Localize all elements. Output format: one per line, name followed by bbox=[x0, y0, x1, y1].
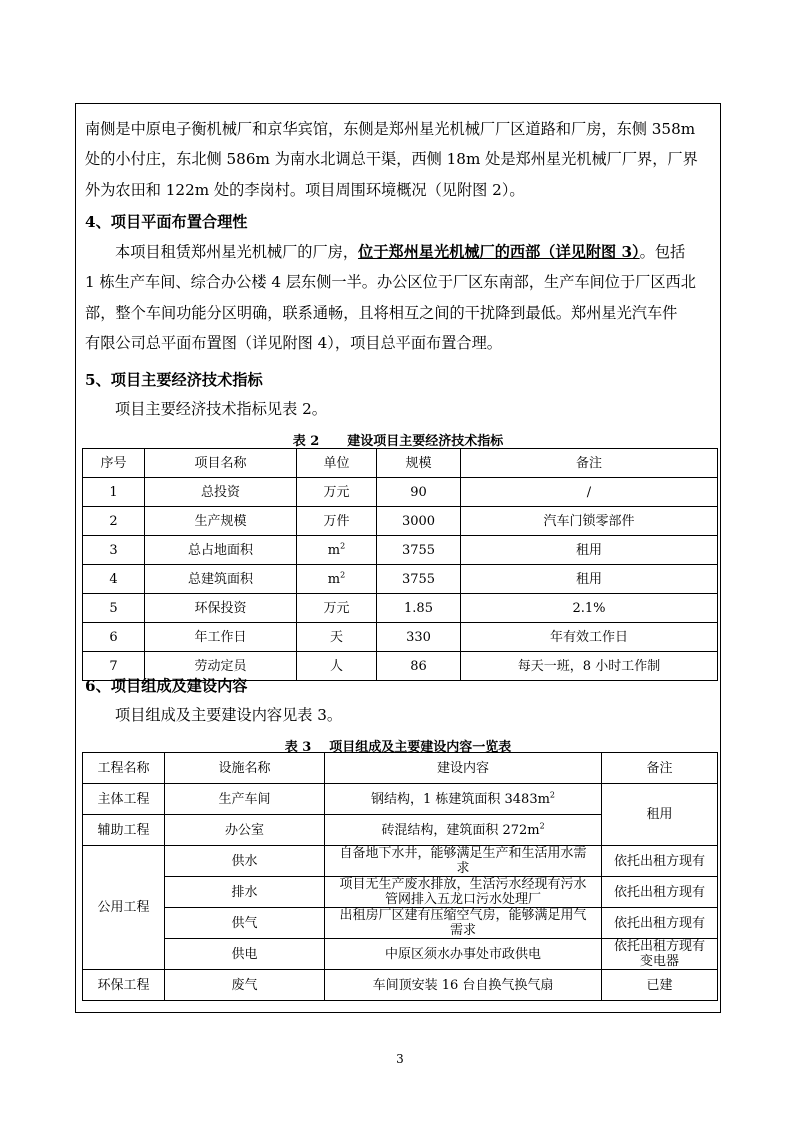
cell-note: 租用 bbox=[602, 784, 718, 846]
table-3-number: 表 3 bbox=[284, 740, 312, 755]
cell-facility: 供气 bbox=[165, 908, 325, 939]
cell-no: 6 bbox=[83, 623, 145, 652]
cell-name: 总投资 bbox=[145, 478, 297, 507]
table-2 bbox=[82, 448, 718, 681]
cell-unit: $m^2$ bbox=[297, 565, 377, 594]
cell-scale: 3000 bbox=[377, 507, 461, 536]
intro-paragraph bbox=[85, 114, 715, 205]
table-row bbox=[83, 623, 718, 652]
cell-facility: 废气 bbox=[165, 970, 325, 1001]
cell-unit: 万元 bbox=[297, 478, 377, 507]
section-4-line: 部，整个车间功能分区明确，联系通畅，且将相互之间的干扰降到最低。郑州星光汽车件 bbox=[85, 303, 678, 322]
cell-facility: 供电 bbox=[165, 939, 325, 970]
section-4-line: 有限公司总平面布置图（详见附图 4），项目总平面布置合理。 bbox=[85, 334, 502, 353]
table-row bbox=[83, 594, 718, 623]
cell-note: 租用 bbox=[461, 565, 718, 594]
cell-content: 砖混结构，建筑面积 $272m^2$ bbox=[325, 815, 602, 846]
intro-line: 处的小付庄，东北侧 586m 为南水北调总干渠，西侧 18m 处是郑州星光机械厂厂界，厂界 bbox=[85, 150, 698, 169]
column-header: 序号 bbox=[83, 449, 145, 478]
cell-content: 自备地下水井，能够满足生产和生活用水需 求 bbox=[325, 846, 602, 877]
section-4-line: 1 栋生产车间、综合办公楼 4 层东侧一半。办公区位于厂区东南部，生产车间位于厂区西北 bbox=[85, 273, 696, 292]
cell-name: 总建筑面积 bbox=[145, 565, 297, 594]
cell-category: 辅助工程 bbox=[83, 815, 165, 846]
cell-category: 主体工程 bbox=[83, 784, 165, 815]
cell-unit: 人 bbox=[297, 652, 377, 681]
cell-content: 项目无生产废水排放，生活污水经现有污水 管网排入五龙口污水处理厂 bbox=[325, 877, 602, 908]
cell-no: 7 bbox=[83, 652, 145, 681]
table-row bbox=[83, 877, 718, 908]
cell-note: 依托出租方现有 bbox=[602, 846, 718, 877]
cell-scale: 90 bbox=[377, 478, 461, 507]
cell-content: 中原区须水办事处市政供电 bbox=[325, 939, 602, 970]
cell-note: 2.1% bbox=[461, 594, 718, 623]
cell-no: 4 bbox=[83, 565, 145, 594]
intro-line: 外为农田和 122m 处的李岗村。项目周围环境概况（见附图 2）。 bbox=[85, 180, 525, 199]
column-header: 建设内容 bbox=[325, 753, 602, 784]
table-row bbox=[83, 784, 718, 815]
cell-name: 生产规模 bbox=[145, 507, 297, 536]
column-header: 设施名称 bbox=[165, 753, 325, 784]
cell-facility: 生产车间 bbox=[165, 784, 325, 815]
cell-facility: 排水 bbox=[165, 877, 325, 908]
cell-facility: 供水 bbox=[165, 846, 325, 877]
section-4-line: 本项目租赁郑州星光机械厂的厂房，位于郑州星光机械厂的西部（详见附图 3）。包括 bbox=[115, 243, 686, 261]
column-header: 备注 bbox=[602, 753, 718, 784]
section-5-heading: 5、项目主要经济技术指标 bbox=[85, 371, 263, 389]
section-6-text: 项目组成及主要建设内容见表 3。 bbox=[115, 706, 343, 724]
table-row bbox=[83, 908, 718, 939]
cell-name: 年工作日 bbox=[145, 623, 297, 652]
cell-scale: 3755 bbox=[377, 565, 461, 594]
cell-name: 环保投资 bbox=[145, 594, 297, 623]
column-header: 规模 bbox=[377, 449, 461, 478]
cell-unit: 天 bbox=[297, 623, 377, 652]
cell-note: 依托出租方现有 bbox=[602, 877, 718, 908]
cell-no: 5 bbox=[83, 594, 145, 623]
table-header-row bbox=[83, 449, 718, 478]
section-5-text: 项目主要经济技术指标见表 2。 bbox=[115, 400, 327, 418]
cell-note: 依托出租方现有 变电器 bbox=[602, 939, 718, 970]
cell-note: 年有效工作日 bbox=[461, 623, 718, 652]
cell-facility: 办公室 bbox=[165, 815, 325, 846]
table-3-title: 项目组成及主要建设内容一览表 bbox=[329, 740, 512, 755]
cell-no: 3 bbox=[83, 536, 145, 565]
cell-scale: 3755 bbox=[377, 536, 461, 565]
table-row bbox=[83, 536, 718, 565]
table-row bbox=[83, 939, 718, 970]
cell-scale: 86 bbox=[377, 652, 461, 681]
table-row bbox=[83, 846, 718, 877]
table-2-title: 建设项目主要经济技术指标 bbox=[347, 434, 504, 449]
cell-scale: 1.85 bbox=[377, 594, 461, 623]
table-header-row bbox=[83, 753, 718, 784]
intro-line: 南侧是中原电子衡机械厂和京华宾馆，东侧是郑州星光机械厂厂区道路和厂房，东侧 358m bbox=[85, 120, 696, 138]
table-2-number: 表 2 bbox=[292, 434, 320, 449]
cell-content: 车间顶安装 16 台自换气换气扇 bbox=[325, 970, 602, 1001]
table-row bbox=[83, 970, 718, 1001]
column-header: 备注 bbox=[461, 449, 718, 478]
column-header: 单位 bbox=[297, 449, 377, 478]
cell-unit: 万元 bbox=[297, 594, 377, 623]
table-row bbox=[83, 565, 718, 594]
section-4-paragraph bbox=[85, 237, 715, 359]
table-3 bbox=[82, 752, 718, 1001]
table-row bbox=[83, 507, 718, 536]
cell-unit: $m^2$ bbox=[297, 536, 377, 565]
cell-category: 环保工程 bbox=[83, 970, 165, 1001]
cell-note: 已建 bbox=[602, 970, 718, 1001]
section-4-heading: 4、项目平面布置合理性 bbox=[85, 213, 248, 231]
cell-category: 公用工程 bbox=[83, 846, 165, 970]
cell-note: 依托出租方现有 bbox=[602, 908, 718, 939]
page-number: 3 bbox=[396, 1052, 404, 1066]
cell-no: 1 bbox=[83, 478, 145, 507]
cell-note: 汽车门锁零部件 bbox=[461, 507, 718, 536]
cell-scale: 330 bbox=[377, 623, 461, 652]
column-header: 工程名称 bbox=[83, 753, 165, 784]
cell-content: 出租房厂区建有压缩空气房，能够满足用气 需求 bbox=[325, 908, 602, 939]
cell-note: 每天一班，8 小时工作制 bbox=[461, 652, 718, 681]
cell-note: 租用 bbox=[461, 536, 718, 565]
table-row bbox=[83, 478, 718, 507]
column-header: 项目名称 bbox=[145, 449, 297, 478]
cell-note: / bbox=[461, 478, 718, 507]
cell-name: 总占地面积 bbox=[145, 536, 297, 565]
table-2-caption bbox=[75, 430, 721, 449]
cell-content: 钢结构，1 栋建筑面积 $3483m^2$ bbox=[325, 784, 602, 815]
cell-name: 劳动定员 bbox=[145, 652, 297, 681]
cell-unit: 万件 bbox=[297, 507, 377, 536]
section-6-heading: 6、项目组成及建设内容 bbox=[85, 677, 248, 695]
figure-reference: 位于郑州星光机械厂的西部（详见附图 3） bbox=[358, 243, 640, 261]
cell-no: 2 bbox=[83, 507, 145, 536]
